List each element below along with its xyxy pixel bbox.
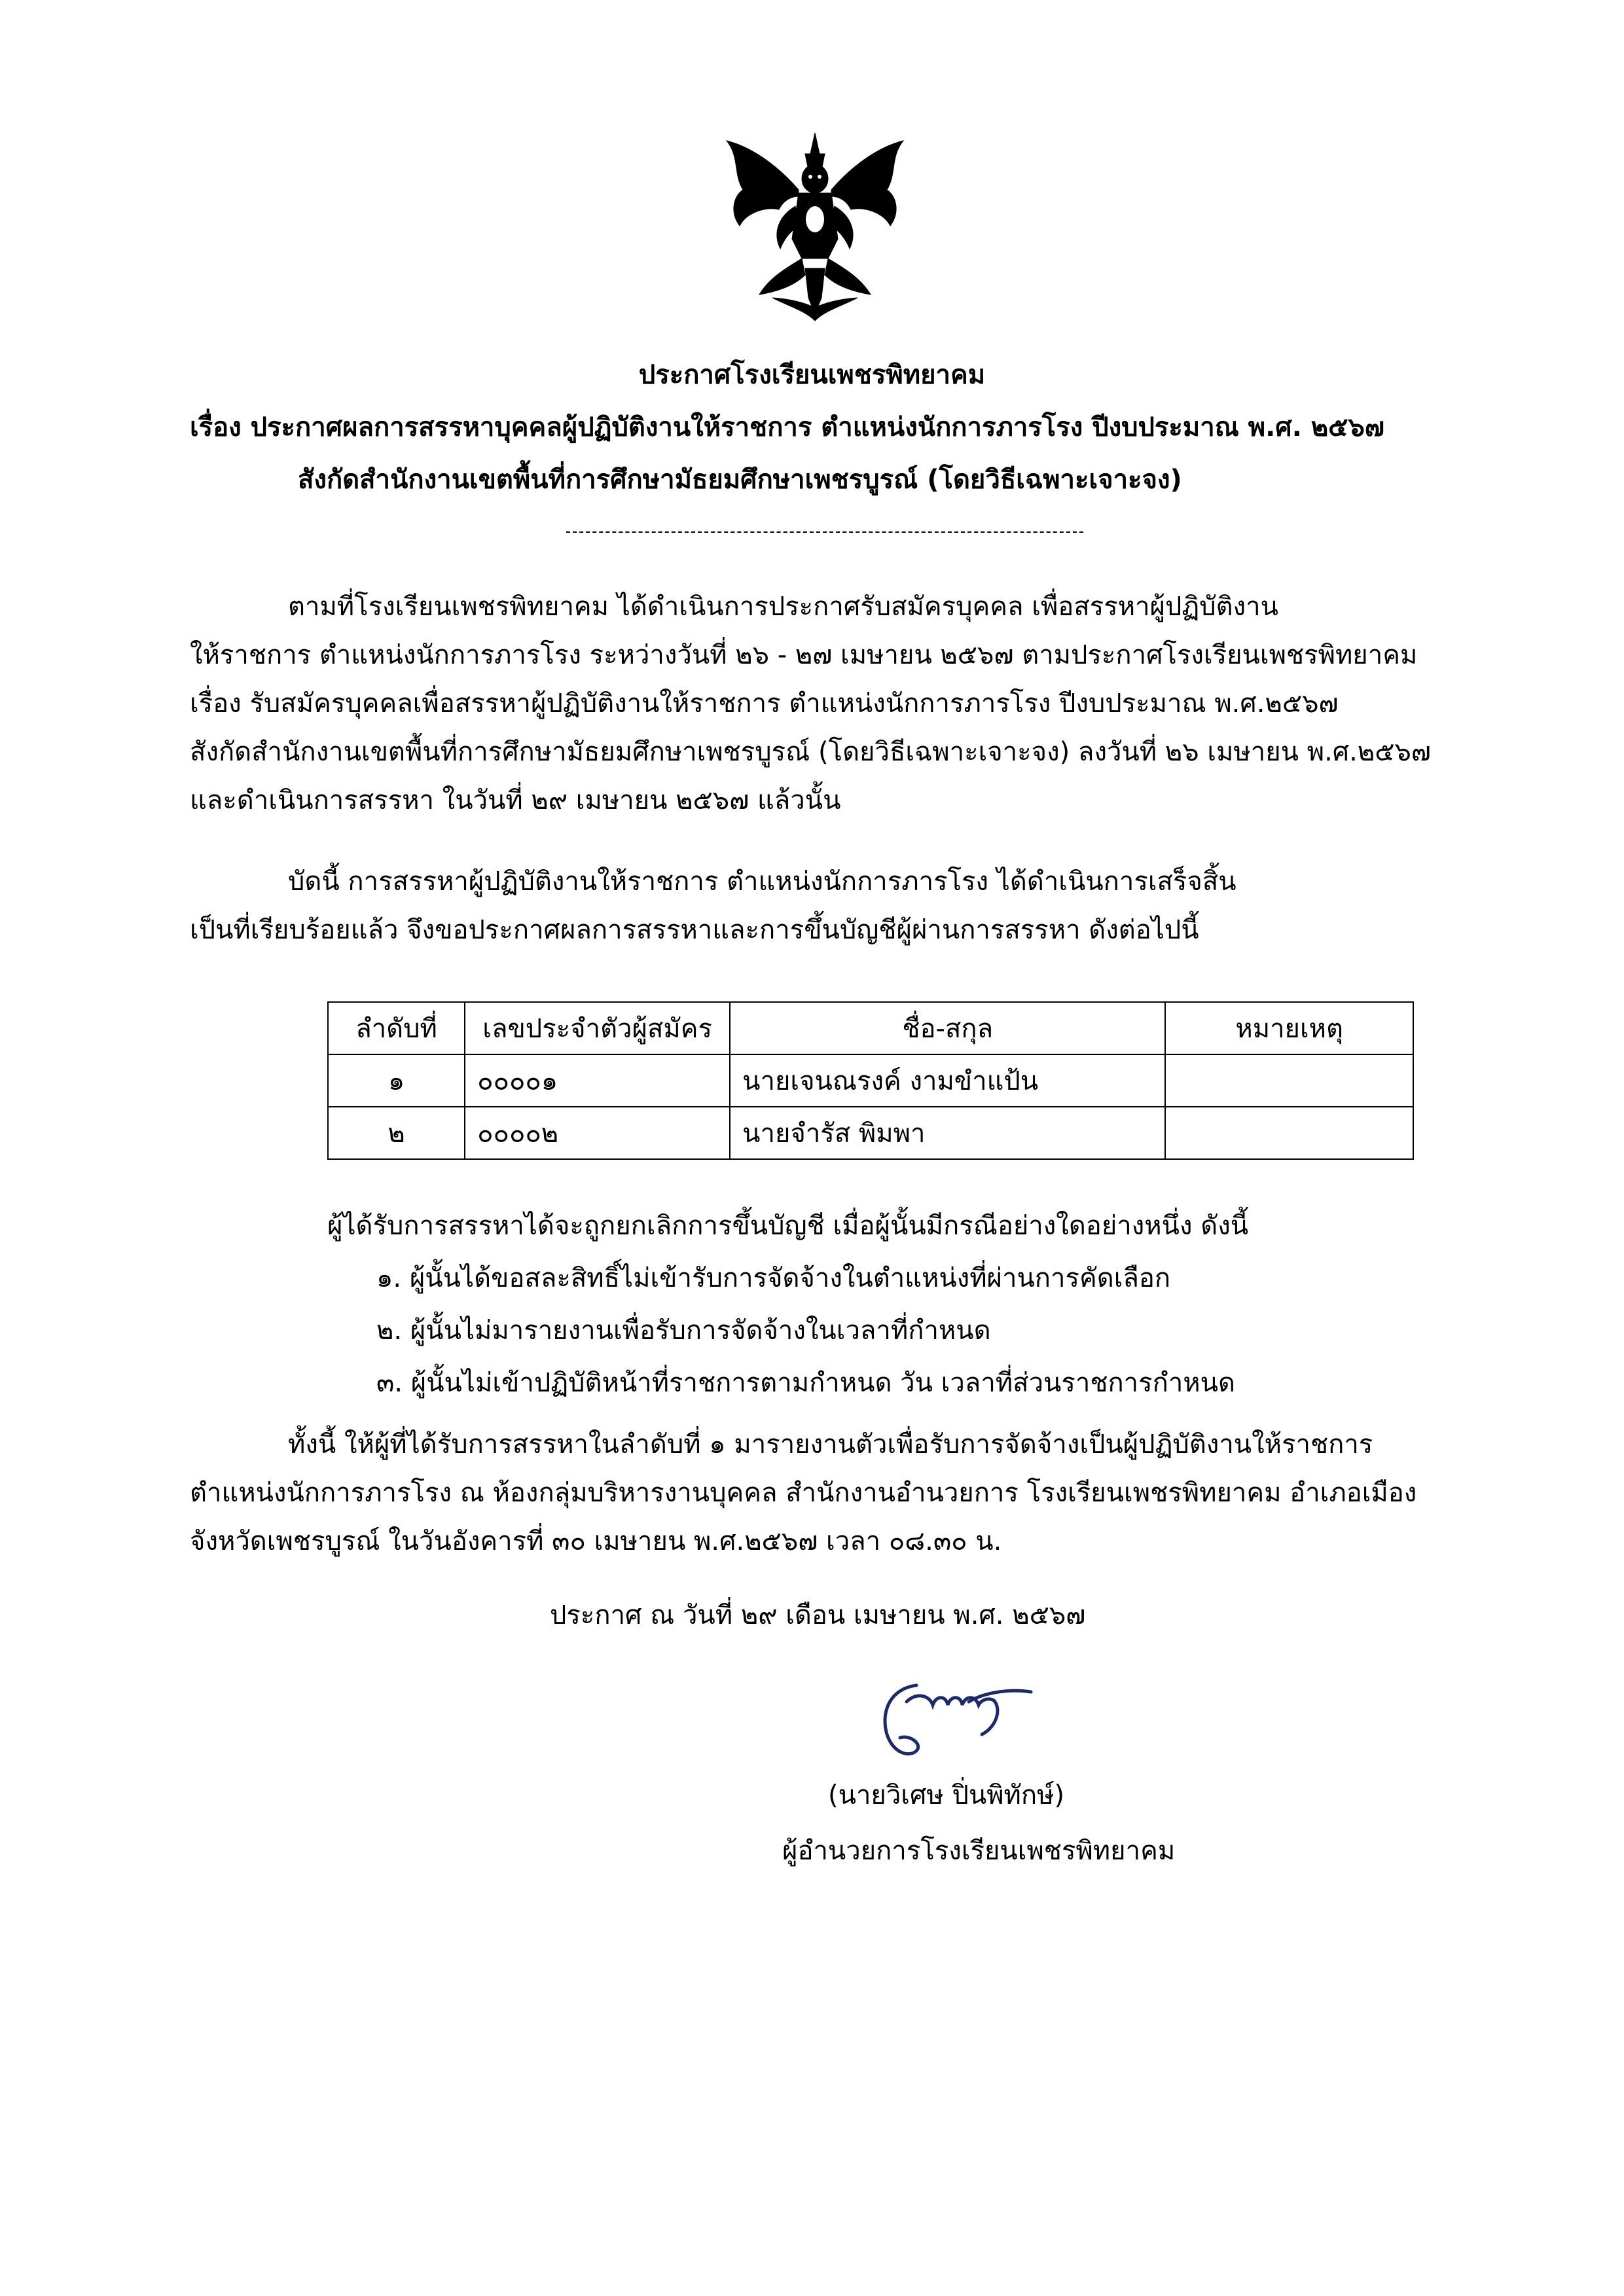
paragraph-line: จังหวัดเพชรบูรณ์ ในวันอังคารที่ ๓๐ เมษายน พ.ศ.๒๕๖๗ เวลา ๐๘.๓๐ น.: [190, 1526, 1002, 1556]
column-header-name: ชื่อ-สกุล: [730, 1002, 1165, 1054]
cell-remarks: [1165, 1107, 1413, 1159]
handwritten-signature-icon: [871, 1672, 1041, 1764]
paragraph-line: และดำเนินการสรรหา ในวันที่ ๒๙ เมษายน ๒๕๖๗ แล้วนั้น: [190, 785, 841, 816]
condition-item: ๓. ผู้นั้นไม่เข้าปฏิบัติหน้าที่ราชการตามกำหนด วัน เวลาที่ส่วนราชการกำหนด: [376, 1368, 1235, 1398]
signer-name: (นายวิเศษ ปิ่นพิทักษ์): [828, 1780, 1065, 1810]
cell-remarks: [1165, 1054, 1413, 1107]
garuda-emblem-icon: [707, 128, 923, 324]
cell-applicant-id: ๐๐๐๐๑: [465, 1054, 730, 1107]
cell-name: นายจำรัส พิมพา: [730, 1107, 1165, 1159]
paragraph-line: ทั้งนี้ ให้ผู้ที่ได้รับการสรรหาในลำดับที่ ๑ มารายงานตัวเพื่อรับการจัดจ้างเป็นผู้ปฏิบัติงานให้ราชการ: [288, 1429, 1373, 1460]
cell-name: นายเจนณรงค์ งามขำแป้น: [730, 1054, 1165, 1107]
column-header-remarks: หมายเหตุ: [1165, 1002, 1413, 1054]
paragraph-line: เรื่อง รับสมัครบุคคลเพื่อสรรหาผู้ปฏิบัติงานให้ราชการ ตำแหน่งนักการภารโรง ปีงบประมาณ พ.ศ.๒๕๖๗: [190, 689, 1339, 719]
paragraph-result: [190, 857, 1473, 954]
cell-order: ๑: [328, 1054, 465, 1107]
cell-applicant-id: ๐๐๐๐๒: [465, 1107, 730, 1159]
signer-title: ผู้อำนวยการโรงเรียนเพชรพิทยาคม: [782, 1836, 1176, 1866]
paragraph-line: ตำแหน่งนักการภารโรง ณ ห้องกลุ่มบริหารงานบุคคล สำนักงานอำนวยการ โรงเรียนเพชรพิทยาคม อำเภอเมือง: [190, 1478, 1417, 1508]
paragraph-line: ตามที่โรงเรียนเพชรพิทยาคม ได้ดำเนินการประกาศรับสมัครบุคคล เพื่อสรรหาผู้ปฏิบัติงาน: [288, 592, 1278, 622]
paragraph-line: เป็นที่เรียบร้อยแล้ว จึงขอประกาศผลการสรรหาและการขึ้นบัญชีผู้ผ่านการสรรหา ดังต่อไปนี้: [190, 915, 1199, 945]
subject-line-2: สังกัดสำนักงานเขตพื้นที่การศึกษามัธยมศึกษาเพชรบูรณ์ (โดยวิธีเฉพาะเจาะจง): [298, 465, 1182, 495]
cell-order: ๒: [328, 1107, 465, 1159]
table-row: [328, 1054, 1413, 1107]
announcement-date: ประกาศ ณ วันที่ ๒๙ เดือน เมษายน พ.ศ. ๒๕๖๗: [550, 1600, 1086, 1630]
subject-line-1: เรื่อง ประกาศผลการสรรหาบุคคลผู้ปฏิบัติงานให้ราชการ ตำแหน่งนักการภารโรง ปีงบประมาณ พ.ศ. ๒๕๖๗: [190, 412, 1384, 442]
paragraph-line: บัดนี้ การสรรหาผู้ปฏิบัติงานให้ราชการ ตำแหน่งนักการภารโรง ได้ดำเนินการเสร็จสิ้น: [288, 867, 1236, 897]
condition-item: ๑. ผู้นั้นได้ขอสละสิทธิ์ไม่เข้ารับการจัดจ้างในตำแหน่งที่ผ่านการคัดเลือก: [376, 1263, 1171, 1293]
table-header-row: [328, 1002, 1413, 1054]
paragraph-line: สังกัดสำนักงานเขตพื้นที่การศึกษามัธยมศึกษาเพชรบูรณ์ (โดยวิธีเฉพาะเจาะจง) ลงวันที่ ๒๖ เมษายน พ.ศ.๒๕๖๗: [190, 737, 1431, 767]
paragraph-report: [190, 1420, 1473, 1566]
results-table: [327, 1001, 1414, 1160]
document-title: ประกาศโรงเรียนเพชรพิทยาคม: [638, 360, 986, 390]
cancellation-intro: ผู้ได้รับการสรรหาได้จะถูกยกเลิกการขึ้นบัญชี เมื่อผู้นั้นมีกรณีอย่างใดอย่างหนึ่ง ดังนี้: [327, 1211, 1249, 1241]
paragraph-line: ให้ราชการ ตำแหน่งนักการภารโรง ระหว่างวันที่ ๒๖ - ๒๗ เมษายน ๒๕๖๗ ตามประกาศโรงเรียนเพชรพิทยาคม: [190, 640, 1418, 670]
paragraph-intro: [190, 583, 1473, 825]
column-header-order: ลำดับที่: [328, 1002, 465, 1054]
condition-item: ๒. ผู้นั้นไม่มารายงานเพื่อรับการจัดจ้างในเวลาที่กำหนด: [376, 1316, 991, 1346]
header-divider: [566, 531, 1083, 533]
table-row: [328, 1107, 1413, 1159]
column-header-applicant-id: เลขประจำตัวผู้สมัคร: [465, 1002, 730, 1054]
